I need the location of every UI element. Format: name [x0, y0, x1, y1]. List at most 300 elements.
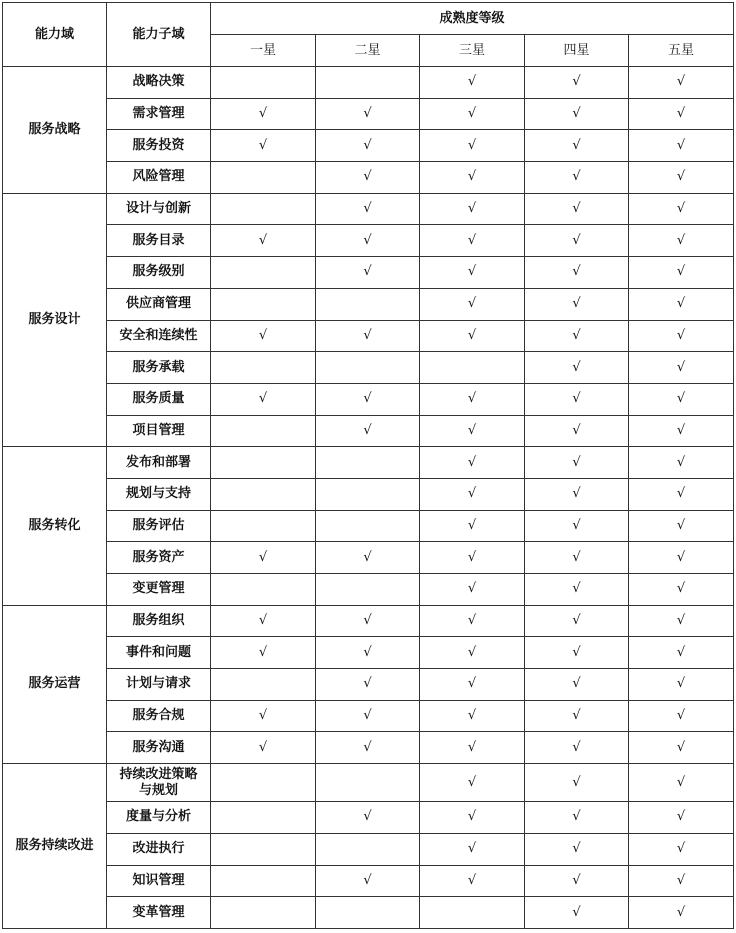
subdomain-cell: 需求管理 — [107, 98, 211, 130]
check-mark-icon: √ — [572, 454, 581, 470]
subdomain-column-header: 能力子域 — [107, 3, 211, 67]
check-mark-icon: √ — [676, 327, 686, 343]
subdomain-cell: 安全和连续性 — [107, 320, 211, 352]
level-1-cell — [211, 897, 316, 929]
level-3-cell — [420, 415, 525, 447]
level-4-cell — [525, 67, 629, 99]
check-mark-icon: √ — [467, 486, 477, 502]
table-body — [3, 67, 734, 929]
level-4-cell — [525, 415, 629, 447]
level-3-cell — [420, 130, 525, 162]
subdomain-cell: 变更管理 — [107, 574, 211, 606]
check-mark-icon: √ — [258, 549, 268, 565]
check-mark-icon: √ — [676, 232, 686, 248]
level-2-cell — [316, 605, 420, 637]
header-row-1 — [3, 3, 734, 35]
level-5-cell — [629, 257, 734, 289]
check-mark-icon: √ — [676, 841, 686, 857]
check-mark-icon: √ — [467, 296, 477, 312]
level-2-cell — [316, 897, 420, 929]
subdomain-cell: 供应商管理 — [107, 288, 211, 320]
level-2-cell — [316, 288, 420, 320]
level-3-cell — [420, 225, 525, 257]
subdomain-cell: 服务资产 — [107, 542, 211, 574]
check-mark-icon: √ — [676, 549, 686, 565]
level-4-cell — [525, 510, 629, 542]
check-mark-icon: √ — [676, 708, 686, 724]
subdomain-cell: 服务投资 — [107, 130, 211, 162]
subdomain-cell: 服务合规 — [107, 700, 211, 732]
level-2-cell — [316, 352, 420, 384]
table-row — [3, 67, 734, 99]
subdomain-cell: 服务承载 — [107, 352, 211, 384]
level-3-cell — [420, 637, 525, 669]
level-header-2: 二星 — [316, 35, 420, 67]
level-header-3: 三星 — [420, 35, 525, 67]
table-row — [3, 478, 734, 510]
level-2-cell — [316, 732, 420, 764]
check-mark-icon: √ — [467, 549, 477, 565]
level-5-cell — [629, 605, 734, 637]
level-4-cell — [525, 732, 629, 764]
level-1-cell — [211, 193, 316, 225]
level-4-cell — [525, 764, 629, 802]
check-mark-icon: √ — [363, 169, 372, 185]
level-3-cell — [420, 865, 525, 897]
check-mark-icon: √ — [258, 106, 268, 122]
check-mark-icon: √ — [467, 613, 477, 629]
check-mark-icon: √ — [572, 676, 581, 692]
level-3-cell — [420, 257, 525, 289]
check-mark-icon: √ — [572, 872, 581, 888]
level-2-cell — [316, 162, 420, 194]
subdomain-cell: 持续改进策略与规划 — [107, 764, 211, 802]
level-3-cell — [420, 162, 525, 194]
check-mark-icon: √ — [258, 739, 268, 755]
level-2-cell — [316, 574, 420, 606]
check-mark-icon: √ — [676, 201, 686, 217]
check-mark-icon: √ — [572, 486, 581, 502]
check-mark-icon: √ — [572, 391, 581, 407]
table-row — [3, 669, 734, 701]
domain-cell: 服务运营 — [3, 605, 107, 763]
level-1-cell — [211, 833, 316, 865]
level-5-cell — [629, 225, 734, 257]
level-2-cell — [316, 700, 420, 732]
check-mark-icon: √ — [363, 739, 372, 755]
check-mark-icon: √ — [467, 517, 477, 533]
level-2-cell — [316, 257, 420, 289]
table-row — [3, 700, 734, 732]
check-mark-icon: √ — [676, 264, 686, 280]
level-1-cell — [211, 574, 316, 606]
level-3-cell — [420, 833, 525, 865]
table-row — [3, 510, 734, 542]
level-1-cell — [211, 162, 316, 194]
table-row — [3, 415, 734, 447]
level-5-cell — [629, 897, 734, 929]
level-4-cell — [525, 225, 629, 257]
check-mark-icon: √ — [467, 872, 477, 888]
domain-cell: 服务持续改进 — [3, 764, 107, 929]
check-mark-icon: √ — [467, 644, 477, 660]
level-5-cell — [629, 415, 734, 447]
subdomain-cell: 知识管理 — [107, 865, 211, 897]
check-mark-icon: √ — [467, 774, 477, 790]
table-row — [3, 257, 734, 289]
level-5-cell — [629, 833, 734, 865]
check-mark-icon: √ — [467, 708, 477, 724]
table-row — [3, 865, 734, 897]
level-3-cell — [420, 897, 525, 929]
level-5-cell — [629, 574, 734, 606]
check-mark-icon: √ — [467, 676, 477, 692]
level-3-cell — [420, 802, 525, 834]
level-4-cell — [525, 288, 629, 320]
level-3-cell — [420, 352, 525, 384]
level-3-cell — [420, 447, 525, 479]
subdomain-cell: 发布和部署 — [107, 447, 211, 479]
check-mark-icon: √ — [363, 264, 372, 280]
level-1-cell — [211, 542, 316, 574]
check-mark-icon: √ — [572, 232, 581, 248]
level-5-cell — [629, 865, 734, 897]
check-mark-icon: √ — [676, 454, 686, 470]
level-4-cell — [525, 802, 629, 834]
level-5-cell — [629, 478, 734, 510]
level-4-cell — [525, 478, 629, 510]
table-row — [3, 542, 734, 574]
check-mark-icon: √ — [363, 106, 372, 122]
level-2-cell — [316, 510, 420, 542]
level-5-cell — [629, 193, 734, 225]
table-row — [3, 605, 734, 637]
level-2-cell — [316, 383, 420, 415]
level-2-cell — [316, 669, 420, 701]
check-mark-icon: √ — [467, 581, 477, 597]
table-row — [3, 162, 734, 194]
table-row — [3, 98, 734, 130]
check-mark-icon: √ — [572, 137, 581, 153]
table-row — [3, 383, 734, 415]
level-1-cell — [211, 732, 316, 764]
check-mark-icon: √ — [572, 296, 581, 312]
check-mark-icon: √ — [572, 581, 581, 597]
check-mark-icon: √ — [572, 359, 581, 375]
check-mark-icon: √ — [467, 169, 477, 185]
level-2-cell — [316, 130, 420, 162]
level-4-cell — [525, 193, 629, 225]
check-mark-icon: √ — [363, 872, 372, 888]
level-5-cell — [629, 700, 734, 732]
level-1-cell — [211, 865, 316, 897]
level-2-cell — [316, 67, 420, 99]
check-mark-icon: √ — [676, 774, 686, 790]
level-3-cell — [420, 732, 525, 764]
level-4-cell — [525, 130, 629, 162]
level-4-cell — [525, 98, 629, 130]
level-3-cell — [420, 542, 525, 574]
level-1-cell — [211, 447, 316, 479]
check-mark-icon: √ — [572, 613, 581, 629]
level-2-cell — [316, 415, 420, 447]
subdomain-cell: 服务质量 — [107, 383, 211, 415]
check-mark-icon: √ — [467, 454, 477, 470]
check-mark-icon: √ — [676, 613, 686, 629]
check-mark-icon: √ — [467, 809, 477, 825]
table-row — [3, 447, 734, 479]
level-1-cell — [211, 415, 316, 447]
check-mark-icon: √ — [363, 137, 372, 153]
level-1-cell — [211, 257, 316, 289]
check-mark-icon: √ — [467, 232, 477, 248]
level-4-cell — [525, 162, 629, 194]
level-3-cell — [420, 510, 525, 542]
level-4-cell — [525, 833, 629, 865]
check-mark-icon: √ — [467, 841, 477, 857]
check-mark-icon: √ — [363, 391, 372, 407]
level-4-cell — [525, 637, 629, 669]
level-5-cell — [629, 447, 734, 479]
check-mark-icon: √ — [572, 708, 581, 724]
level-2-cell — [316, 193, 420, 225]
subdomain-cell: 改进执行 — [107, 833, 211, 865]
level-4-cell — [525, 352, 629, 384]
level-3-cell — [420, 288, 525, 320]
level-5-cell — [629, 542, 734, 574]
level-1-cell — [211, 510, 316, 542]
level-1-cell — [211, 700, 316, 732]
check-mark-icon: √ — [676, 581, 686, 597]
level-3-cell — [420, 669, 525, 701]
check-mark-icon: √ — [467, 422, 477, 438]
check-mark-icon: √ — [363, 809, 372, 825]
subdomain-cell: 变革管理 — [107, 897, 211, 929]
check-mark-icon: √ — [467, 137, 477, 153]
level-1-cell — [211, 637, 316, 669]
domain-column-header: 能力域 — [3, 3, 107, 67]
level-5-cell — [629, 98, 734, 130]
level-2-cell — [316, 98, 420, 130]
level-5-cell — [629, 764, 734, 802]
subdomain-cell: 战略决策 — [107, 67, 211, 99]
check-mark-icon: √ — [676, 904, 686, 920]
domain-cell: 服务战略 — [3, 67, 107, 194]
level-5-cell — [629, 67, 734, 99]
check-mark-icon: √ — [258, 708, 268, 724]
level-1-cell — [211, 383, 316, 415]
subdomain-cell: 风险管理 — [107, 162, 211, 194]
check-mark-icon: √ — [572, 644, 581, 660]
table-row — [3, 574, 734, 606]
table-row — [3, 288, 734, 320]
table-row — [3, 193, 734, 225]
check-mark-icon: √ — [258, 644, 268, 660]
check-mark-icon: √ — [676, 169, 686, 185]
subdomain-cell: 服务评估 — [107, 510, 211, 542]
table-row — [3, 637, 734, 669]
check-mark-icon: √ — [676, 391, 686, 407]
check-mark-icon: √ — [363, 232, 372, 248]
check-mark-icon: √ — [467, 74, 477, 90]
maturity-table — [2, 2, 734, 929]
check-mark-icon: √ — [363, 549, 372, 565]
level-1-cell — [211, 802, 316, 834]
table-row — [3, 833, 734, 865]
level-5-cell — [629, 637, 734, 669]
level-2-cell — [316, 802, 420, 834]
check-mark-icon: √ — [572, 169, 581, 185]
level-1-cell — [211, 67, 316, 99]
level-5-cell — [629, 288, 734, 320]
level-2-cell — [316, 833, 420, 865]
check-mark-icon: √ — [676, 296, 686, 312]
check-mark-icon: √ — [258, 232, 268, 248]
check-mark-icon: √ — [363, 644, 372, 660]
check-mark-icon: √ — [258, 613, 268, 629]
level-4-cell — [525, 669, 629, 701]
level-5-cell — [629, 352, 734, 384]
level-3-cell — [420, 700, 525, 732]
check-mark-icon: √ — [363, 613, 372, 629]
table-row — [3, 897, 734, 929]
level-1-cell — [211, 288, 316, 320]
subdomain-cell: 服务级别 — [107, 257, 211, 289]
check-mark-icon: √ — [676, 137, 686, 153]
check-mark-icon: √ — [676, 739, 686, 755]
level-5-cell — [629, 802, 734, 834]
check-mark-icon: √ — [676, 74, 686, 90]
check-mark-icon: √ — [676, 359, 686, 375]
table-row — [3, 130, 734, 162]
level-5-cell — [629, 669, 734, 701]
check-mark-icon: √ — [363, 708, 372, 724]
check-mark-icon: √ — [572, 549, 581, 565]
check-mark-icon: √ — [363, 201, 372, 217]
check-mark-icon: √ — [467, 327, 477, 343]
level-1-cell — [211, 478, 316, 510]
table-row — [3, 320, 734, 352]
subdomain-cell: 计划与请求 — [107, 669, 211, 701]
table-row — [3, 352, 734, 384]
check-mark-icon: √ — [676, 486, 686, 502]
level-5-cell — [629, 383, 734, 415]
level-4-cell — [525, 700, 629, 732]
check-mark-icon: √ — [572, 106, 581, 122]
subdomain-cell: 服务目录 — [107, 225, 211, 257]
check-mark-icon: √ — [572, 841, 581, 857]
check-mark-icon: √ — [676, 676, 686, 692]
domain-cell: 服务转化 — [3, 447, 107, 605]
check-mark-icon: √ — [258, 391, 268, 407]
domain-cell: 服务设计 — [3, 193, 107, 447]
subdomain-cell: 项目管理 — [107, 415, 211, 447]
subdomain-cell: 服务组织 — [107, 605, 211, 637]
check-mark-icon: √ — [363, 327, 372, 343]
level-1-cell — [211, 98, 316, 130]
check-mark-icon: √ — [572, 517, 581, 533]
check-mark-icon: √ — [572, 74, 581, 90]
check-mark-icon: √ — [467, 739, 477, 755]
check-mark-icon: √ — [363, 676, 372, 692]
level-2-cell — [316, 637, 420, 669]
check-mark-icon: √ — [572, 739, 581, 755]
level-1-cell — [211, 320, 316, 352]
level-1-cell — [211, 605, 316, 637]
check-mark-icon: √ — [258, 137, 268, 153]
check-mark-icon: √ — [572, 327, 581, 343]
check-mark-icon: √ — [676, 422, 686, 438]
check-mark-icon: √ — [572, 422, 581, 438]
level-3-cell — [420, 320, 525, 352]
level-3-cell — [420, 764, 525, 802]
check-mark-icon: √ — [467, 106, 477, 122]
level-header-1: 一星 — [211, 35, 316, 67]
level-5-cell — [629, 732, 734, 764]
level-4-cell — [525, 257, 629, 289]
level-2-cell — [316, 542, 420, 574]
subdomain-cell: 度量与分析 — [107, 802, 211, 834]
level-4-cell — [525, 865, 629, 897]
level-2-cell — [316, 478, 420, 510]
level-3-cell — [420, 574, 525, 606]
check-mark-icon: √ — [676, 644, 686, 660]
level-1-cell — [211, 669, 316, 701]
maturity-group-header: 成熟度等级 — [211, 3, 734, 35]
table-row — [3, 764, 734, 802]
subdomain-cell: 规划与支持 — [107, 478, 211, 510]
subdomain-cell: 服务沟通 — [107, 732, 211, 764]
level-5-cell — [629, 162, 734, 194]
check-mark-icon: √ — [572, 774, 581, 790]
level-2-cell — [316, 764, 420, 802]
level-3-cell — [420, 478, 525, 510]
level-1-cell — [211, 352, 316, 384]
level-2-cell — [316, 447, 420, 479]
level-header-4: 四星 — [525, 35, 629, 67]
level-5-cell — [629, 510, 734, 542]
level-2-cell — [316, 320, 420, 352]
level-3-cell — [420, 67, 525, 99]
level-1-cell — [211, 764, 316, 802]
level-4-cell — [525, 320, 629, 352]
check-mark-icon: √ — [467, 391, 477, 407]
check-mark-icon: √ — [676, 872, 686, 888]
level-4-cell — [525, 574, 629, 606]
subdomain-cell: 设计与创新 — [107, 193, 211, 225]
check-mark-icon: √ — [572, 264, 581, 280]
check-mark-icon: √ — [572, 904, 581, 920]
level-1-cell — [211, 225, 316, 257]
level-2-cell — [316, 865, 420, 897]
table-row — [3, 225, 734, 257]
level-3-cell — [420, 193, 525, 225]
check-mark-icon: √ — [467, 264, 477, 280]
level-3-cell — [420, 98, 525, 130]
table-row — [3, 802, 734, 834]
check-mark-icon: √ — [258, 327, 268, 343]
level-2-cell — [316, 225, 420, 257]
check-mark-icon: √ — [467, 201, 477, 217]
level-4-cell — [525, 542, 629, 574]
level-header-5: 五星 — [629, 35, 734, 67]
level-4-cell — [525, 897, 629, 929]
level-4-cell — [525, 383, 629, 415]
subdomain-cell: 事件和问题 — [107, 637, 211, 669]
check-mark-icon: √ — [363, 422, 372, 438]
table-row — [3, 732, 734, 764]
level-3-cell — [420, 605, 525, 637]
